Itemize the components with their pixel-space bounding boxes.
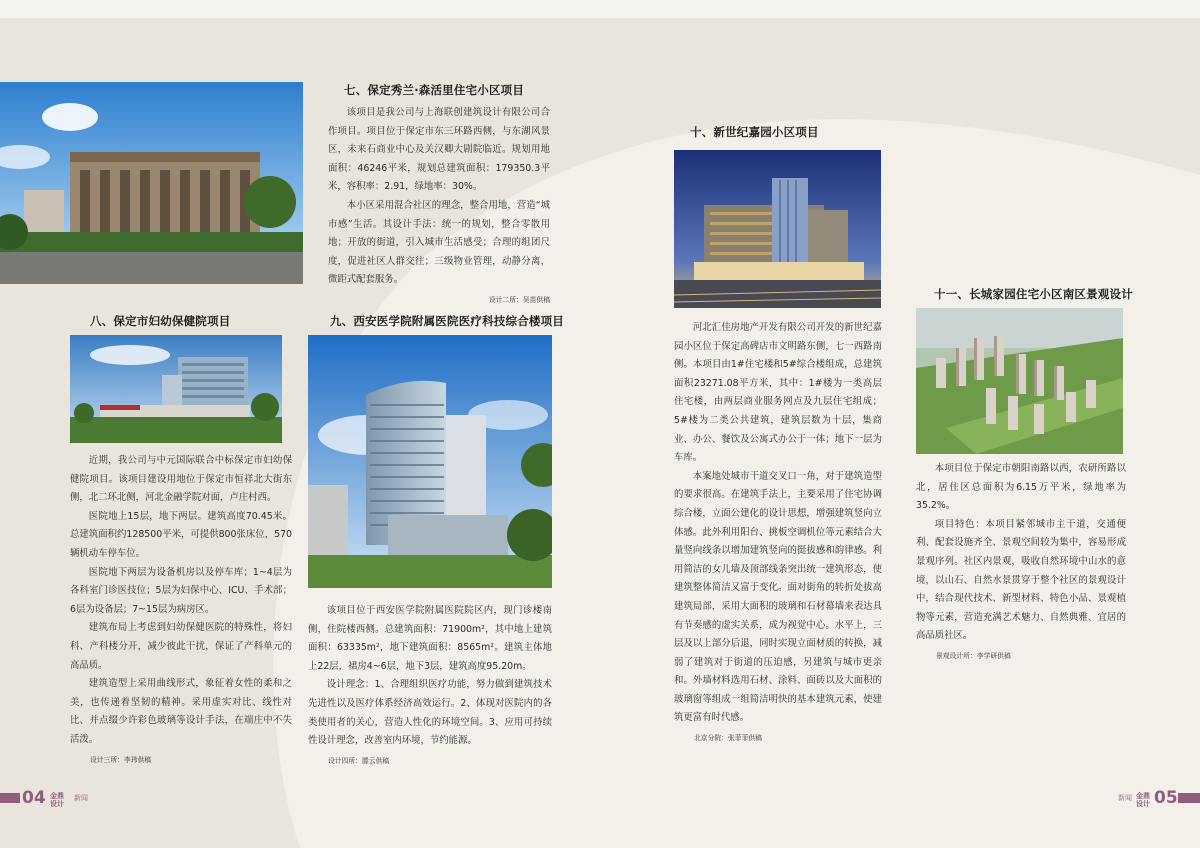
section-10-body — [674, 319, 882, 742]
s8-photo — [70, 335, 282, 443]
section-9-title: 九、西安医学院附属医院医疗科技综合楼项目 — [330, 314, 564, 328]
section-8-para-3: 医院地下两层为设备机房以及停车库；1~4层为各科室门诊医技位；5层为妇保中心、ICU、手术部；6层为设备层；7~15层为病房区。 — [70, 566, 292, 615]
section-10-para-1: 河北汇佳房地产开发有限公司开发的新世纪嘉园小区位于保定高碑店市文明路东侧，七一西路南侧。本项目由1#住宅楼和5#综合楼组成，总建筑面积23271.08平方米，其中：1#楼为一类高层住宅楼，由两层商业服务网点及九层住宅组成；5#楼为二类公共建筑，建筑层数为十层，集商业、办公、餐饮及公寓式办公于一体；地下一层为车库。 — [674, 322, 882, 464]
section-8-credit: 设计三所：李玮供稿 — [90, 755, 152, 764]
section-9-para-2: 设计理念：1、合理组织医疗功能，努力做到建筑技术先进性以及医疗体系经济高效运行。2、体现对医院内的各类使用者的关心，营造人性化的环境空间。3、应用可持续性设计理念，改善室内环境，节约能源。 — [308, 679, 552, 747]
section-10-credit: 北京分院：张菲菲供稿 — [694, 734, 762, 743]
magazine-logo-right: 金鼎设计 — [1136, 792, 1150, 808]
page-number-right: 05 — [1154, 788, 1178, 808]
section-10-para-2: 本案地处城市干道交叉口一角，对于建筑造型的要求很高。在建筑手法上，主要采用了住宅协调综合楼，立面公建化的设计思想，增强建筑竖向立体感。此外利用阳台、挑板空调机位等元素结合大量竖向线条以增加建筑竖向的挺拔感和韵律感。利用简洁的女儿墙及顶部线条突出统一建筑形态，使建筑整体简洁又富于变化。面对街角的转折处拔高建筑局部，采用大面积的玻璃和石材幕墙来表达具有节奏感的虚实关系，成为视觉中心。水平上，三层及以上部分后退，同时实现立面材质的转换，减弱了建筑对于街道的压迫感，另建筑与城市更亲和。外墙材料选用石材、涂料、面砖以及大面积的玻璃窗等组成一组简洁明快的基本建筑元素，使建筑更富有时代感。 — [674, 470, 882, 724]
section-11-para-2: 项目特色：本项目紧邻城市主干道，交通便利、配套设施齐全、景观空间较为集中，容易形成景观序列。社区内景观，吸收自然环境中山水的意境，以山石、自然水景贯穿于整个社区的景观设计中，结合现代技术、新型材料、特色小品、景观植物等元素，营造充满艺术魅力、自然典雅、宜居的高品质社区。 — [916, 518, 1126, 642]
section-8 — [70, 313, 292, 329]
section-8-title: 八、保定市妇幼保健院项目 — [90, 314, 231, 328]
section-7-title: 七、保定秀兰·森活里住宅小区项目 — [344, 83, 525, 97]
section-11-credit: 景观设计所：李学研供稿 — [936, 651, 1011, 660]
section-11-para-1: 本项目位于保定市朝阳南路以西，农研所路以北，居住区总面积为6.15万平米，绿地率为35.2%。 — [916, 463, 1126, 512]
footer-bar-left — [0, 793, 20, 803]
section-8-para-2: 医院地上15层，地下两层。建筑高度70.45米。总建筑面积约128500平米，可提供800张床位，570辆机动车停车位。 — [70, 510, 292, 559]
section-8-body — [70, 452, 292, 764]
section-label-right: 新闻 — [1118, 794, 1132, 802]
section-label-left: 新闻 — [74, 794, 88, 802]
s7-photo — [0, 82, 303, 284]
section-7 — [328, 82, 550, 304]
section-9-credit: 设计四所：滕云供稿 — [328, 756, 390, 765]
section-11 — [920, 286, 1150, 302]
section-7-para-2: 本小区采用混合社区的理念，整合用地，营造“城市感”生活。其设计手法：统一的规划，整合零散用地；开放的街道，引入城市生活感受；合理的组团尺度，促进社区人群交往；三级物业管理，动静分离，微距式配套服务。 — [328, 199, 550, 286]
s11-photo — [916, 308, 1123, 454]
s10-photo — [674, 150, 881, 308]
footer-bar-right — [1178, 793, 1200, 803]
section-8-para-4: 建筑布局上考虑到妇幼保健医院的特殊性，将妇科、产科楼分开，减少彼此干扰，保证了产科单元的高品质。 — [70, 622, 292, 671]
magazine-logo-left: 金鼎设计 — [50, 792, 64, 808]
section-9-body — [308, 602, 552, 765]
section-11-body — [916, 460, 1126, 660]
section-8-para-1: 近期，我公司与中元国际联合中标保定市妇幼保健院项目。该项目建设用地位于保定市恒祥北大街东侧，北二环北侧，河北金融学院对面，卢庄村西。 — [70, 455, 292, 504]
section-7-para-1: 该项目是我公司与上海联创建筑设计有限公司合作项目。项目位于保定市东三环路西侧，与东湖风景区，未来石商业中心及关汉卿大剧院临近。规划用地面积：46246平米，规划总建筑面积：179350.3平米，容积率：2.91，绿地率：30%。 — [328, 107, 550, 193]
section-8-para-5: 建筑造型上采用曲线形式，象征着女性的柔和之美，也传递着坚韧的精神。采用虚实对比、线性对比、并点缀少许彩色玻璃等设计手法，在端庄中不失活泼。 — [70, 678, 292, 745]
page-number-left: 04 — [22, 788, 46, 808]
section-10 — [674, 124, 914, 140]
section-7-credit: 设计二所：吴苗供稿 — [488, 295, 550, 304]
section-11-title: 十一、长城家园住宅小区南区景观设计 — [934, 287, 1133, 301]
s9-photo — [308, 335, 552, 588]
section-9 — [308, 313, 564, 329]
section-10-title: 十、新世纪嘉园小区项目 — [690, 125, 819, 139]
section-9-para-1: 该项目位于西安医学院附属医院院区内，现门诊楼南侧，住院楼西侧。总建筑面积：71900m²，其中地上建筑面积：63335m²，地下建筑面积：8565m²。建筑主体地上22层，裙房4~6层，地下3层，建筑高度95.20m。 — [308, 605, 552, 672]
